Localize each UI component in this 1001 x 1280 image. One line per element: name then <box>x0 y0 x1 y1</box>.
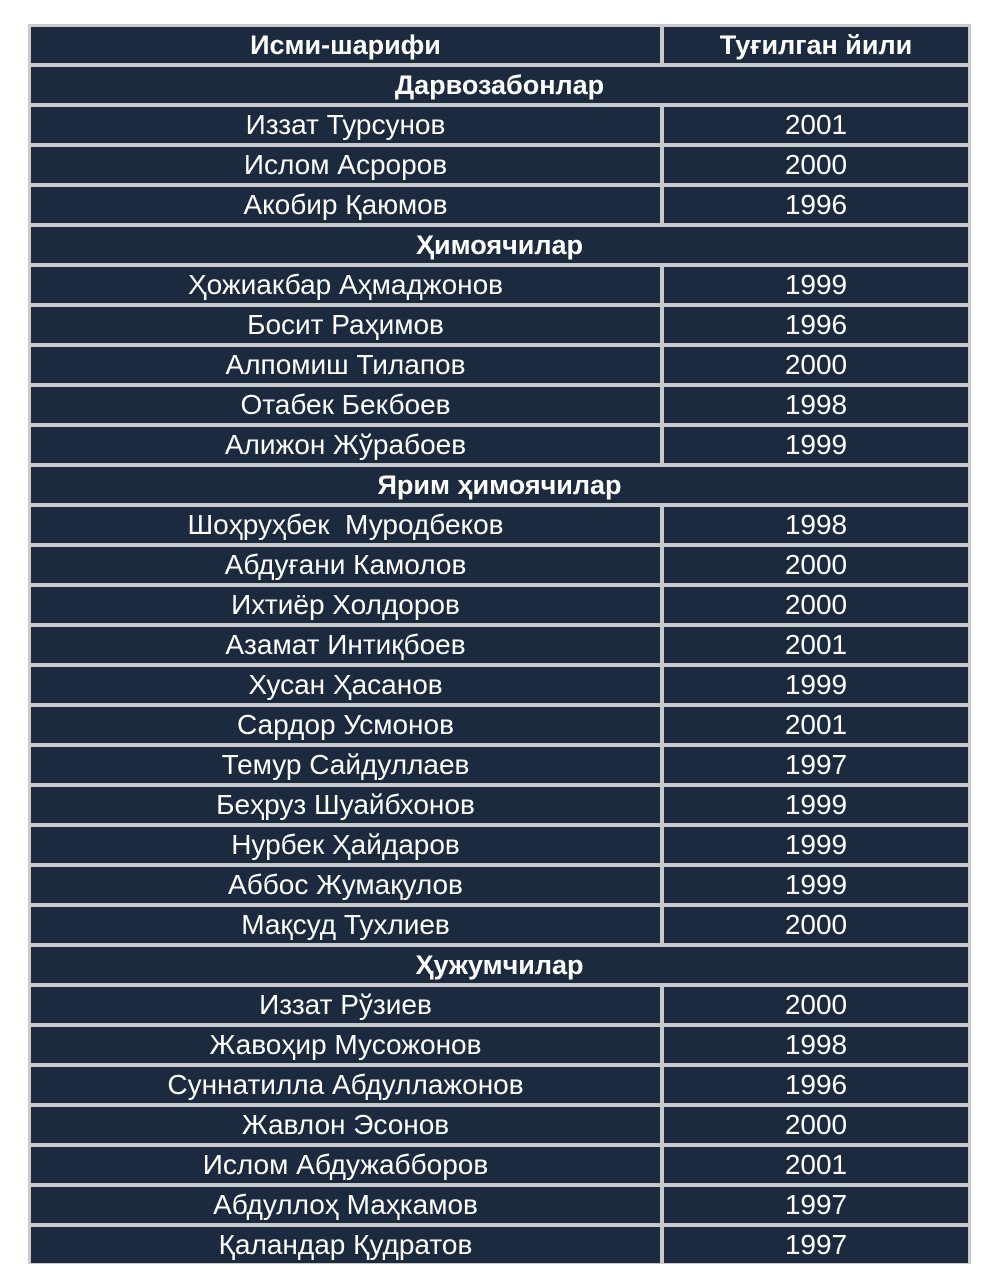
birth-year: 1998 <box>664 1027 968 1067</box>
table-row <box>31 1147 968 1187</box>
birth-year: 2000 <box>664 587 968 627</box>
table-row <box>31 427 968 467</box>
table-row <box>31 267 968 307</box>
birth-year: 2001 <box>664 707 968 747</box>
player-name: Абдуғани Камолов <box>31 547 664 587</box>
birth-year: 2001 <box>664 627 968 667</box>
table-row <box>31 1107 968 1147</box>
player-name: Хусан Ҳасанов <box>31 667 664 707</box>
table-row <box>31 667 968 707</box>
table-row <box>31 507 968 547</box>
section-title: Ярим ҳимоячилар <box>31 467 968 507</box>
player-name: Иззат Рўзиев <box>31 987 664 1027</box>
birth-year: 2000 <box>664 1107 968 1147</box>
player-name: Темур Сайдуллаев <box>31 747 664 787</box>
birth-year: 1999 <box>664 267 968 307</box>
player-name: Мақсуд Тухлиев <box>31 907 664 947</box>
table-row <box>31 827 968 867</box>
player-name: Шоҳруҳбек Муродбеков <box>31 507 664 547</box>
player-name: Ихтиёр Холдоров <box>31 587 664 627</box>
birth-year: 2000 <box>664 907 968 947</box>
player-name: Суннатилла Абдуллажонов <box>31 1067 664 1107</box>
birth-year: 1998 <box>664 387 968 427</box>
roster-table <box>31 27 968 1263</box>
table-row <box>31 1187 968 1227</box>
player-name: Жавлон Эсонов <box>31 1107 664 1147</box>
birth-year: 1998 <box>664 507 968 547</box>
player-name: Қаландар Қудратов <box>31 1227 664 1263</box>
table-row <box>31 867 968 907</box>
birth-year: 1996 <box>664 1067 968 1107</box>
birth-year: 1999 <box>664 787 968 827</box>
player-name: Сардор Усмонов <box>31 707 664 747</box>
section-row-goalkeepers <box>31 67 968 107</box>
birth-year: 1997 <box>664 1227 968 1263</box>
section-row-forwards <box>31 947 968 987</box>
birth-year: 2000 <box>664 547 968 587</box>
birth-year: 2001 <box>664 107 968 147</box>
table-row <box>31 1067 968 1107</box>
column-header-name: Исми-шарифи <box>31 27 664 67</box>
birth-year: 2000 <box>664 147 968 187</box>
birth-year: 2000 <box>664 347 968 387</box>
player-name: Ислом Абдужабборов <box>31 1147 664 1187</box>
section-row-defenders <box>31 227 968 267</box>
birth-year: 2000 <box>664 987 968 1027</box>
table-row <box>31 787 968 827</box>
section-title: Дарвозабонлар <box>31 67 968 107</box>
table-row <box>31 587 968 627</box>
player-name: Алижон Жўрабоев <box>31 427 664 467</box>
table-row <box>31 347 968 387</box>
table-row <box>31 627 968 667</box>
table-row <box>31 747 968 787</box>
birth-year: 1999 <box>664 667 968 707</box>
table-row <box>31 1227 968 1263</box>
player-name: Азамат Интиқбоев <box>31 627 664 667</box>
section-title: Ҳимоячилар <box>31 227 968 267</box>
player-name: Аббос Жумақулов <box>31 867 664 907</box>
birth-year: 1996 <box>664 307 968 347</box>
section-title: Ҳужумчилар <box>31 947 968 987</box>
section-row-midfielders <box>31 467 968 507</box>
birth-year: 1996 <box>664 187 968 227</box>
birth-year: 1999 <box>664 867 968 907</box>
table-header-row <box>31 27 968 67</box>
player-name: Беҳруз Шуайбхонов <box>31 787 664 827</box>
player-name: Ҳожиакбар Аҳмаджонов <box>31 267 664 307</box>
table-row <box>31 147 968 187</box>
player-name: Босит Раҳимов <box>31 307 664 347</box>
birth-year: 1999 <box>664 827 968 867</box>
table-row <box>31 907 968 947</box>
birth-year: 1997 <box>664 747 968 787</box>
table-row <box>31 547 968 587</box>
player-name: Алпомиш Тилапов <box>31 347 664 387</box>
player-name: Ислом Асроров <box>31 147 664 187</box>
table-row <box>31 107 968 147</box>
player-name: Нурбек Ҳайдаров <box>31 827 664 867</box>
column-header-year: Туғилган йили <box>664 27 968 67</box>
player-name: Абдуллоҳ Маҳкамов <box>31 1187 664 1227</box>
player-name: Иззат Турсунов <box>31 107 664 147</box>
table-row <box>31 307 968 347</box>
birth-year: 1999 <box>664 427 968 467</box>
birth-year: 1997 <box>664 1187 968 1227</box>
table-row <box>31 707 968 747</box>
table-row <box>31 987 968 1027</box>
birth-year: 2001 <box>664 1147 968 1187</box>
table-row <box>31 387 968 427</box>
table-row <box>31 1027 968 1067</box>
player-name: Акобир Қаюмов <box>31 187 664 227</box>
table-row <box>31 187 968 227</box>
player-name: Жавоҳир Мусожонов <box>31 1027 664 1067</box>
player-name: Отабек Бекбоев <box>31 387 664 427</box>
